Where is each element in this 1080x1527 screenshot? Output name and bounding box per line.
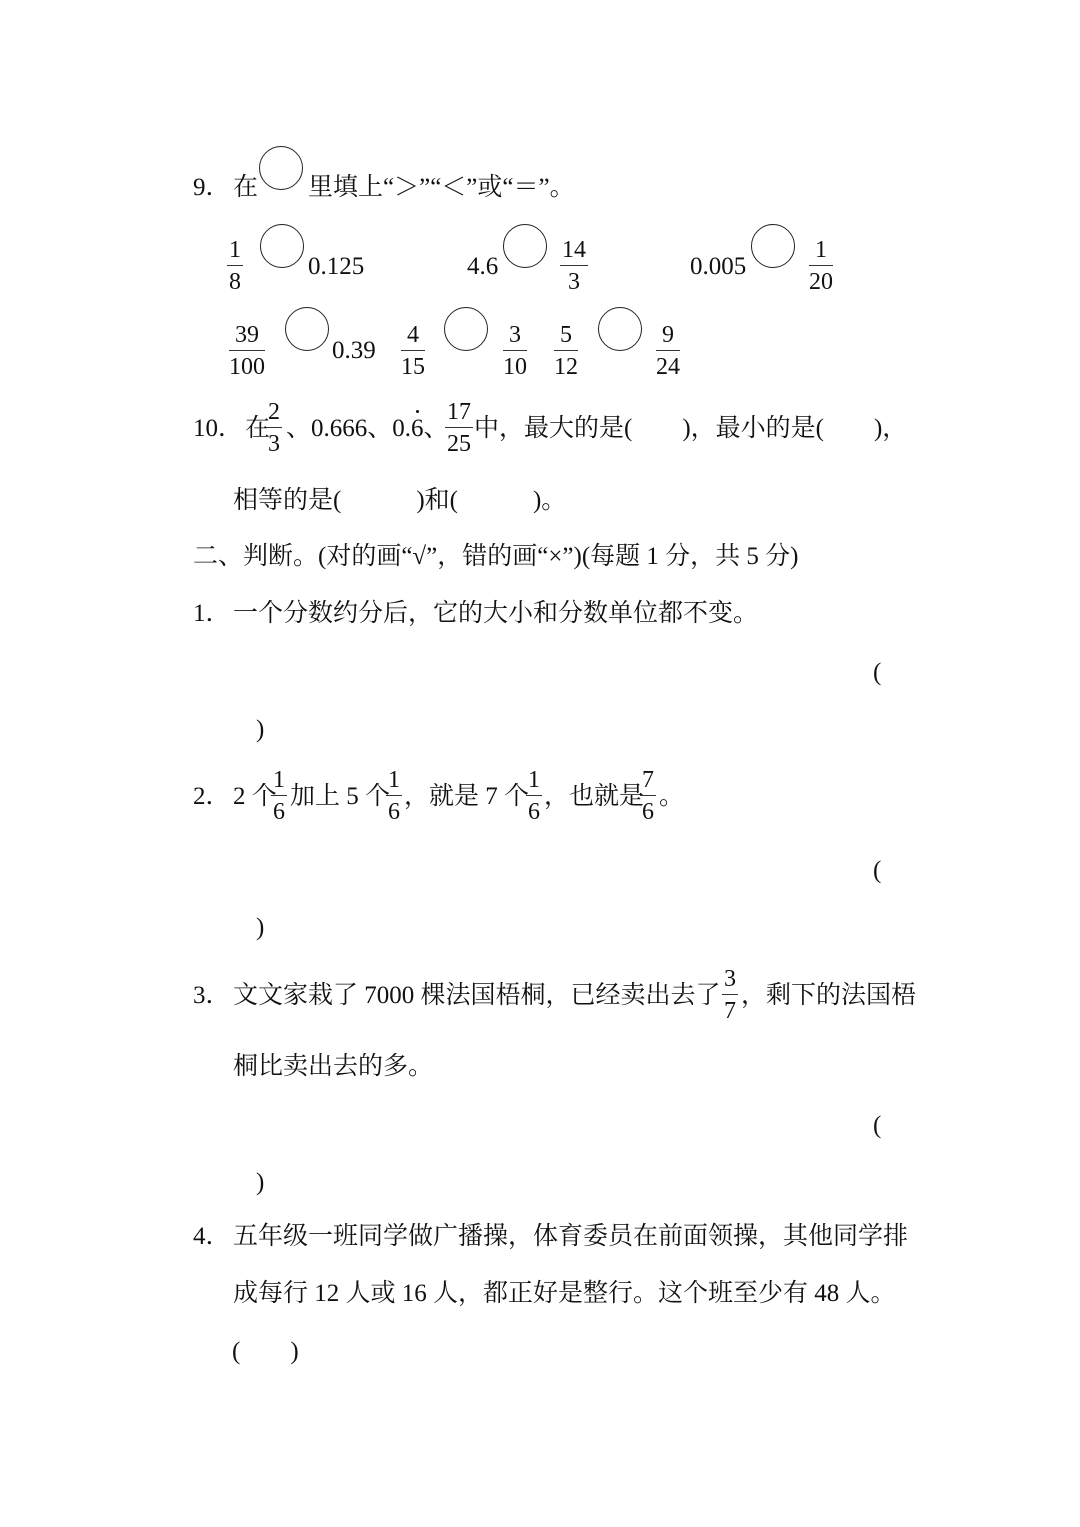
fraction-7-6 bbox=[640, 768, 656, 824]
fraction-2-3 bbox=[266, 400, 282, 456]
denominator: 6 bbox=[528, 799, 540, 825]
answer-open-paren[interactable]: ( bbox=[873, 1112, 882, 1139]
numerator: 2 bbox=[266, 400, 282, 428]
numerator: 14 bbox=[560, 238, 588, 266]
numerator: 3 bbox=[503, 323, 527, 351]
answer-close-paren[interactable]: ) bbox=[256, 1169, 265, 1196]
fraction-4-15 bbox=[401, 323, 425, 379]
q10-numbers bbox=[286, 416, 449, 441]
fraction-39-100 bbox=[229, 323, 265, 379]
denominator: 12 bbox=[554, 354, 578, 380]
judge-q3-t2: ，剩下的法国梧 bbox=[741, 982, 917, 1009]
denominator: 10 bbox=[503, 354, 527, 380]
judge-q2-number: 2． bbox=[193, 783, 231, 810]
denominator: 6 bbox=[388, 799, 400, 825]
numerator: 1 bbox=[526, 768, 542, 796]
fraction-3-10 bbox=[503, 323, 527, 379]
denominator: 24 bbox=[656, 354, 680, 380]
compare-circle-6[interactable] bbox=[598, 307, 642, 351]
judge-q1-number: 1． bbox=[193, 600, 231, 627]
numerator: 17 bbox=[445, 400, 473, 428]
numerator: 3 bbox=[722, 967, 738, 995]
example-circle bbox=[259, 146, 303, 190]
numerator: 5 bbox=[554, 323, 578, 351]
denominator: 25 bbox=[447, 431, 471, 457]
answer-close-paren[interactable]: ) bbox=[256, 914, 265, 941]
decimal-value: 0.39 bbox=[332, 337, 376, 364]
compare-circle-5[interactable] bbox=[444, 307, 488, 351]
judge-q3-t1: 文文家栽了 7000 棵法国梧桐，已经卖出去了 bbox=[233, 982, 721, 1009]
denominator: 6 bbox=[642, 799, 654, 825]
repeating-digit: 6 bbox=[411, 415, 424, 442]
denominator: 3 bbox=[568, 269, 580, 295]
judge-q2-t2: 加上 5 个 bbox=[290, 783, 391, 810]
judge-q1-text: 一个分数约分后，它的大小和分数单位都不变。 bbox=[233, 600, 759, 627]
q9-number: 9． bbox=[193, 174, 231, 201]
q9-prefix: 在 bbox=[233, 174, 259, 201]
denominator: 7 bbox=[724, 998, 736, 1024]
q10-line2: 相等的是( )和( )。 bbox=[233, 487, 567, 514]
fraction-14-3 bbox=[560, 238, 588, 294]
q10-seg1: 、0.666、0. bbox=[286, 415, 412, 442]
numerator: 1 bbox=[809, 238, 833, 266]
compare-circle-1[interactable] bbox=[260, 224, 304, 268]
judge-q4-line1: 五年级一班同学做广播操，体育委员在前面领操，其他同学排 bbox=[233, 1223, 909, 1250]
fraction-1-6 bbox=[386, 768, 402, 824]
judge-q4-number: 4． bbox=[193, 1223, 231, 1250]
denominator: 20 bbox=[809, 269, 833, 295]
q10-question: 中，最大的是( )，最小的是( )， bbox=[474, 415, 908, 442]
fraction-9-24 bbox=[656, 323, 680, 379]
judge-q2-t3: ，就是 7 个 bbox=[404, 783, 530, 810]
judge-q4-line2: 成每行 12 人或 16 人，都正好是整行。这个班至少有 48 人。 bbox=[233, 1280, 896, 1307]
denominator: 15 bbox=[401, 354, 425, 380]
numerator: 7 bbox=[640, 768, 656, 796]
q9-instruction: 里填上“＞”“＜”或“＝”。 bbox=[308, 174, 575, 201]
numerator: 9 bbox=[656, 323, 680, 351]
fraction-1-8 bbox=[227, 238, 243, 294]
answer-open-paren[interactable]: ( bbox=[873, 857, 882, 884]
numerator: 1 bbox=[271, 768, 287, 796]
compare-circle-2[interactable] bbox=[503, 224, 547, 268]
q10-number: 10． bbox=[193, 415, 244, 442]
judge-q2-t1: 2 个 bbox=[233, 783, 277, 810]
q10-seg2: 、 bbox=[423, 415, 449, 442]
decimal-value: 0.125 bbox=[308, 253, 365, 280]
fraction-1-20 bbox=[809, 238, 833, 294]
numerator: 39 bbox=[229, 323, 265, 351]
answer-close-paren[interactable]: ) bbox=[256, 716, 265, 743]
answer-open-paren[interactable]: ( bbox=[873, 659, 882, 686]
numerator: 1 bbox=[227, 238, 243, 266]
judge-q3-line2: 桐比卖出去的多。 bbox=[233, 1053, 434, 1080]
decimal-value: 0.005 bbox=[690, 253, 747, 280]
fraction-5-12 bbox=[554, 323, 578, 379]
numerator: 1 bbox=[386, 768, 402, 796]
denominator: 100 bbox=[229, 354, 265, 380]
denominator: 3 bbox=[268, 431, 280, 457]
denominator: 8 bbox=[229, 269, 241, 295]
section-heading: 二、判断。(对的画“√”，错的画“×”)(每题 1 分，共 5 分) bbox=[193, 543, 799, 570]
judge-q2-t5: 。 bbox=[659, 783, 685, 810]
compare-circle-3[interactable] bbox=[751, 224, 795, 268]
fraction-1-6 bbox=[526, 768, 542, 824]
compare-circle-4[interactable] bbox=[285, 307, 329, 351]
fraction-17-25 bbox=[445, 400, 473, 456]
answer-paren[interactable]: ( ) bbox=[232, 1338, 299, 1365]
fraction-1-6 bbox=[271, 768, 287, 824]
denominator: 6 bbox=[273, 799, 285, 825]
judge-q3-number: 3． bbox=[193, 982, 231, 1009]
numerator: 4 bbox=[401, 323, 425, 351]
fraction-3-7 bbox=[722, 967, 738, 1023]
q10-prefix: 在 bbox=[245, 415, 271, 442]
decimal-value: 4.6 bbox=[467, 253, 499, 280]
judge-q2-t4: ，也就是 bbox=[544, 783, 645, 810]
